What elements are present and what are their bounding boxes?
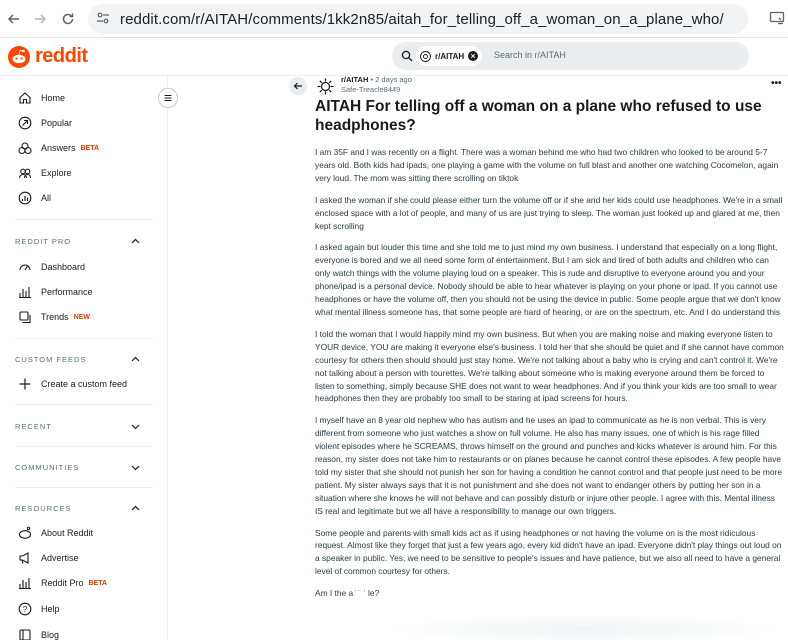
sidebar-divider bbox=[15, 338, 153, 339]
sidebar-item-answers[interactable] bbox=[18, 138, 99, 158]
reddit-snoo-icon bbox=[8, 46, 30, 68]
sidebar-divider bbox=[15, 446, 153, 447]
beta-badge: BETA bbox=[80, 144, 100, 152]
section-heading-resources[interactable]: RESOURCES bbox=[15, 504, 72, 513]
sidebar-item-label: About Reddit bbox=[41, 528, 94, 538]
back-arrow-icon bbox=[293, 81, 303, 91]
post-author[interactable]: Safe-Treacle8449 bbox=[341, 85, 401, 94]
post-meta bbox=[341, 75, 412, 95]
answers-icon bbox=[18, 141, 32, 155]
sidebar-item-label: Help bbox=[41, 604, 60, 614]
reddit-header bbox=[0, 38, 788, 76]
sidebar-item-advertise[interactable] bbox=[18, 548, 79, 568]
reload-icon[interactable] bbox=[58, 9, 78, 29]
cast-icon[interactable] bbox=[769, 10, 785, 31]
sidebar-item-trends[interactable] bbox=[18, 307, 90, 327]
search-icon bbox=[401, 50, 413, 62]
post-paragraph: I asked the woman if she could please either turn the volume off or if she and her kids could use headphones. We're in a small enclosed space with a lot of people, and many of us are just trying to sleep. The woman just looked up and glared at me, then kept scrolling bbox=[315, 194, 783, 231]
dashboard-icon bbox=[18, 260, 32, 274]
sidebar-divider bbox=[15, 219, 153, 220]
sidebar-item-home[interactable] bbox=[18, 88, 65, 108]
reddit-wordmark: reddit bbox=[35, 45, 88, 67]
section-heading-reddit-pro[interactable]: REDDIT PRO bbox=[15, 237, 72, 246]
post-back-button[interactable] bbox=[289, 77, 307, 95]
post-paragraph: I asked again but louder this time and she told me to just mind my own business. I understand that especially on a long flight, everyone is bored and we all need some form of entertainment. But I am sick and tired of both adults and children who can only watch things with the volume playing loud on a speaker. This is rude and disruptive to everyone around you and your phone/ipad is a personal device. Nobody should be able to hear whatever is playing on your phone or ipad. If you cannot use headphones or have the volume off, then you should not be using the device in public. Some people argue that we don't know what mental illness someone has, that some people are hard of hearing, or are on the spectrum, etc. And I do understand this bbox=[315, 242, 781, 317]
browser-toolbar bbox=[0, 0, 788, 38]
section-heading-recent[interactable]: RECENT bbox=[15, 422, 52, 431]
post-title: AITAH For telling off a woman on a plane who refused to use headphones? bbox=[315, 98, 762, 134]
overlay-shadow bbox=[380, 614, 788, 640]
sidebar-item-label: Reddit Pro bbox=[41, 578, 84, 588]
help-icon bbox=[18, 602, 32, 616]
sidebar-item-popular[interactable] bbox=[18, 113, 72, 133]
post-paragraph: Am I the a ̇ ˙ ˈ le? bbox=[315, 588, 380, 599]
chip-remove-icon[interactable] bbox=[468, 51, 478, 61]
svg-text:?: ? bbox=[22, 605, 28, 614]
post-time: • 2 days ago bbox=[370, 75, 412, 84]
sidebar-collapse-button[interactable] bbox=[158, 88, 178, 108]
sidebar-item-label: Blog bbox=[41, 630, 60, 640]
sidebar-item-dashboard[interactable] bbox=[18, 257, 85, 277]
subreddit-link[interactable]: r/AITAH bbox=[341, 75, 369, 84]
sidebar-item-create-custom-feed[interactable] bbox=[18, 374, 127, 394]
sidebar-item-performance[interactable] bbox=[18, 282, 93, 302]
site-settings-icon[interactable] bbox=[96, 11, 110, 30]
chevron-up-icon[interactable] bbox=[131, 504, 140, 513]
post-paragraph: Some people and parents with small kids act as if using headphones or not having the volume on is the most ridiculous request. Almost like they forget that just a few years ago, every kid didn't have an ipad. Everyone didn't play things out loud on a speaker in public. Yes, we need to be sensitive to people's issues and have patience, but we also all need to have a general level of common courtesy for others. bbox=[315, 527, 782, 577]
performance-icon bbox=[18, 285, 32, 299]
sidebar-item-about-reddit[interactable] bbox=[18, 523, 93, 543]
chevron-up-icon[interactable] bbox=[131, 237, 140, 246]
sidebar-item-help[interactable] bbox=[18, 599, 60, 619]
sidebar-item-all[interactable] bbox=[18, 188, 51, 208]
post-paragraph: I told the woman that I would happily mind my own business. But when you are making noise and making everyone listen to YOUR device, YOU are making it everyone else's business. I told her that she should be quiet and if she cannot have common courtesy for others then should should just stay home. We're not talking about a baby who is crying and can't control it. We're not talking about a person with tourettes. We're talking about someone who is making everyone around them be forced to listen to something, simply because SHE does not want to wear headphones. And if you think your kids are too small to wear headphones then they are probably too small to be staring at ipad screens for hours. bbox=[315, 328, 784, 404]
chevron-up-icon[interactable] bbox=[131, 355, 140, 364]
more-options-icon[interactable]: ••• bbox=[771, 78, 782, 89]
sidebar-divider bbox=[15, 404, 153, 405]
address-bar[interactable] bbox=[88, 4, 748, 34]
new-badge: NEW bbox=[73, 313, 91, 321]
post-body bbox=[315, 146, 785, 609]
sidebar-item-reddit-pro[interactable] bbox=[18, 573, 107, 593]
chevron-down-icon[interactable] bbox=[131, 422, 140, 431]
reddit-logo[interactable] bbox=[8, 45, 88, 68]
sidebar-item-label: Answers bbox=[41, 143, 76, 153]
sidebar-item-label: Explore bbox=[41, 168, 72, 178]
sidebar-item-label: All bbox=[41, 193, 52, 203]
sidebar-item-label: Home bbox=[41, 93, 66, 103]
beta-badge: BETA bbox=[88, 579, 108, 587]
plus-icon bbox=[18, 377, 32, 391]
explore-icon bbox=[18, 166, 32, 180]
subreddit-chip-label: r/AITAH bbox=[435, 51, 465, 61]
sidebar-item-label: Trends bbox=[41, 312, 69, 322]
section-heading-communities[interactable]: COMMUNITIES bbox=[15, 463, 80, 472]
post-paragraph: I myself have an 8 year old nephew who has autism and he uses an ipad to communicate as he is non verbal. This is very different from someone who just watches a show on full volume. He also has many issues, one of which is his rage filled violent episodes where he SCREAMS, throws himself on the ground and punches and kicks whatever is around him. For this reason, my sister does not take him to restaurants or on planes because he cannot control these episodes. A few people have told my sister that she should not punish her son for having a condition he cannot control and that people just need to be more patient. My sister always says that it is not punishment and she does not want to endanger others by putting her son in a situation where she knows he will not behave and can possibly disturb or injure other people. I agree with this. Mental illness IS real and legitimate but we all have a responsibility to manage our own triggers. bbox=[315, 415, 782, 516]
section-heading-custom-feeds[interactable]: CUSTOM FEEDS bbox=[15, 355, 87, 364]
sidebar-item-label: Performance bbox=[41, 287, 93, 297]
back-arrow-icon[interactable] bbox=[4, 9, 24, 29]
sidebar-item-label: Create a custom feed bbox=[41, 379, 128, 389]
sidebar-divider bbox=[15, 487, 153, 488]
chevron-down-icon[interactable] bbox=[131, 463, 140, 472]
hamburger-icon bbox=[163, 93, 173, 103]
blog-icon bbox=[18, 628, 32, 640]
sidebar-item-label: Popular bbox=[41, 118, 73, 128]
subreddit-filter-chip[interactable] bbox=[416, 46, 482, 66]
sidebar-item-label: Advertise bbox=[41, 553, 79, 563]
advertise-icon bbox=[18, 551, 32, 565]
home-icon bbox=[18, 91, 32, 105]
trends-icon bbox=[18, 310, 32, 324]
left-sidebar bbox=[0, 76, 168, 640]
sidebar-item-blog[interactable] bbox=[18, 625, 59, 640]
subreddit-avatar-icon[interactable] bbox=[316, 77, 335, 96]
search-placeholder: Search in r/AITAH bbox=[494, 50, 566, 60]
about-icon bbox=[18, 526, 32, 540]
forward-arrow-icon[interactable] bbox=[30, 9, 50, 29]
subreddit-chip-icon bbox=[420, 51, 431, 62]
reddit-pro-icon bbox=[18, 576, 32, 590]
sidebar-item-label: Dashboard bbox=[41, 262, 86, 272]
search-bar[interactable] bbox=[392, 42, 749, 70]
url-text: reddit.com/r/AITAH/comments/1kk2n85/aitah_for_telling_off_a_woman_on_a_plane_who/ bbox=[120, 11, 724, 28]
popular-icon bbox=[18, 116, 32, 130]
sidebar-item-explore[interactable] bbox=[18, 163, 72, 183]
post-paragraph: I am 35F and I was recently on a flight. There was a woman behind me who had two children who looked to be around 5-7 years old. Both kids had ipads, one playing a game with the volume on full blast and another one watching Cocomelon, again very loud. The mom was sitting there scrolling on tiktok bbox=[315, 147, 779, 183]
all-icon bbox=[18, 191, 32, 205]
